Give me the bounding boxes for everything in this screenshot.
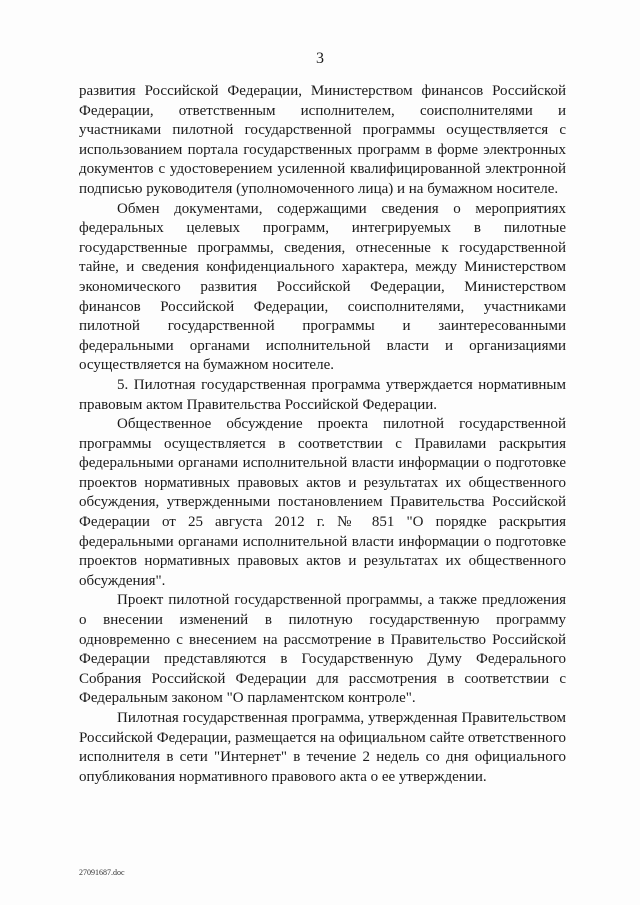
page-number: 3	[316, 50, 324, 67]
paragraph-draft-submission: Проект пилотной государственной программы, а также предложения о внесении изменений в пилотную государственную программу одновременно с внесением на рассмотрение в Правительство Российской Федерации представляются в Государственную Думу Федерального Собрания Российской Федерации для рассмотрения в соответствии с Федеральным законом "О парламентском контроле".	[79, 592, 566, 707]
document-file-code: 27091687.doc	[79, 868, 125, 877]
paragraph-document-exchange: Обмен документами, содержащими сведения о мероприятиях федеральных целевых программ, интегрируемых в пилотные государственные программы, сведения, отнесенные к государственной тайне, и сведения конфиденциального характера, между Министерством экономического развития Российской Федерации, Министерством финансов Российской Федерации, соисполнителями, участниками пилотной государственной программы и заинтересованными федеральными органами исполнительной власти и организациями осуществляется на бумажном носителе.	[79, 200, 566, 374]
document-body	[79, 82, 566, 787]
paragraph-public-discussion: Общественное обсуждение проекта пилотной государственной программы осуществляется в соответствии с Правилами раскрытия федеральными органами исполнительной власти информации о подготовке проектов нормативных правовых актов и результатах их общественного обсуждения, утвержденными постановлением Правительства Российской Федерации от 25 августа 2012 г. № 851 "О порядке раскрытия федеральными органами исполнительной власти информации о подготовке проектов нормативных правовых актов и результатах их общественного обсуждения".	[79, 416, 566, 589]
paragraph-publication: Пилотная государственная программа, утвержденная Правительством Российской Федерации, размещается на официальном сайте ответственного исполнителя в сети "Интернет" в течение 2 недель со дня официального опубликования нормативного правового акта о ее утверждении.	[79, 710, 566, 785]
paragraph-item-5: 5. Пилотная государственная программа утверждается нормативным правовым актом Правительства Российской Федерации.	[79, 376, 566, 413]
paragraph-continuation: развития Российской Федерации, Министерством финансов Российской Федерации, ответственным исполнителем, соисполнителями и участниками пилотной государственной программы осуществляется с использованием портала государственных программ в форме электронных документов с удостоверением усиленной квалифицированной электронной подписью руководителя (уполномоченного лица) и на бумажном носителе.	[79, 83, 566, 197]
